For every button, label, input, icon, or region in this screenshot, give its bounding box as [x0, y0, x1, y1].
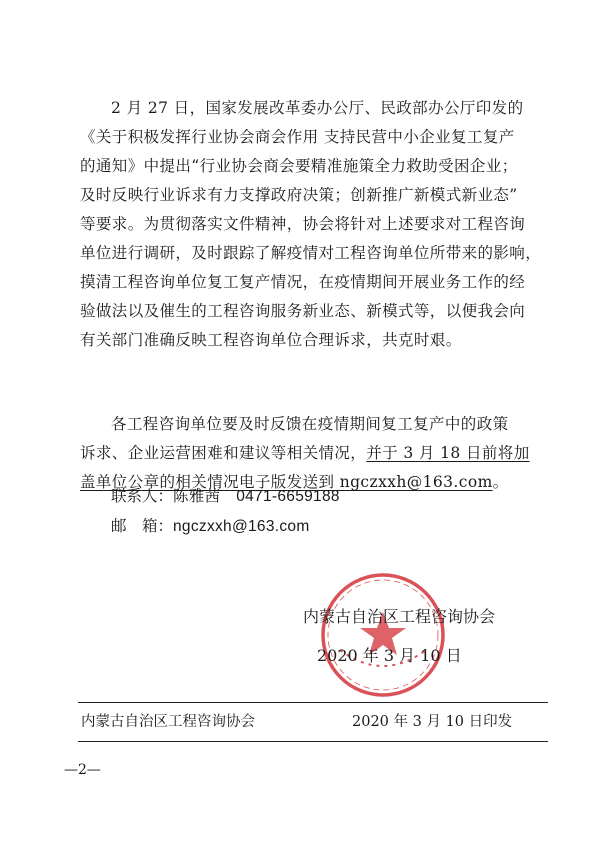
underlined-deadline: 并于 3 月 18 日前将加: [366, 444, 530, 462]
text-line: 及时反映行业诉求有力支撑政府决策；创新推广新模式新业态”: [80, 186, 518, 204]
contact-person-line: [111, 484, 340, 506]
text-line: 单位进行调研，及时跟踪了解疫情对工程咨询单位所带来的影响，: [80, 244, 542, 262]
page-number: —2—: [64, 762, 101, 778]
official-seal-icon: [318, 570, 448, 700]
text-line: [80, 439, 540, 468]
text-line: 有关部门准确反映工程咨询单位合理诉求，共克时艰。: [80, 331, 462, 349]
underlined-submission-email: 盖单位公章的相关情况电子版发送到 ngczxxh@163.com: [80, 473, 493, 491]
signature-date: 2020 年 3 月 10 日: [317, 646, 462, 665]
text-line: 《关于积极发挥行业协会商会作用 支持民营中小企业复工复产: [80, 128, 515, 146]
signature-organization: 内蒙古自治区工程咨询协会: [303, 607, 496, 626]
paragraph-notice-background: [80, 94, 540, 355]
contact-person-label: 联系人：: [111, 487, 174, 505]
footer-issue-date: 2020 年 3 月 10 日印发: [352, 714, 513, 730]
text-line: 2 月 27 日，国家发展改革委办公厅、民政部办公厅印发的: [111, 99, 524, 117]
text-segment: 。: [492, 473, 509, 491]
text-segment: 诉求、企业运营困难和建议等相关情况，: [80, 444, 367, 462]
footer-issuer: 内蒙古自治区工程咨询协会: [81, 714, 255, 730]
text-line: 验做法以及催生的工程咨询服务新业态、新模式等，以便我会向: [80, 302, 526, 320]
text-line: 摸清工程咨询单位复工复产情况，在疫情期间开展业务工作的经: [80, 273, 526, 291]
text-line: 各工程咨询单位要及时反馈在疫情期间复工复产中的政策: [111, 415, 509, 433]
contact-person-value: 陈雅茜 0471-6659188: [173, 488, 340, 505]
contact-email-label: 邮 箱：: [111, 517, 174, 535]
footer-top-rule: [78, 702, 548, 703]
text-line: 的通知》中提出“行业协会商会要精准施策全力救助受困企业；: [80, 157, 518, 175]
contact-email-value: ngczxxh@163.com: [173, 518, 310, 535]
contact-email-line: [111, 514, 310, 536]
footer-bottom-rule: [78, 741, 548, 742]
text-line: 等要求。为贯彻落实文件精神，协会将针对上述要求对工程咨询: [80, 215, 526, 233]
